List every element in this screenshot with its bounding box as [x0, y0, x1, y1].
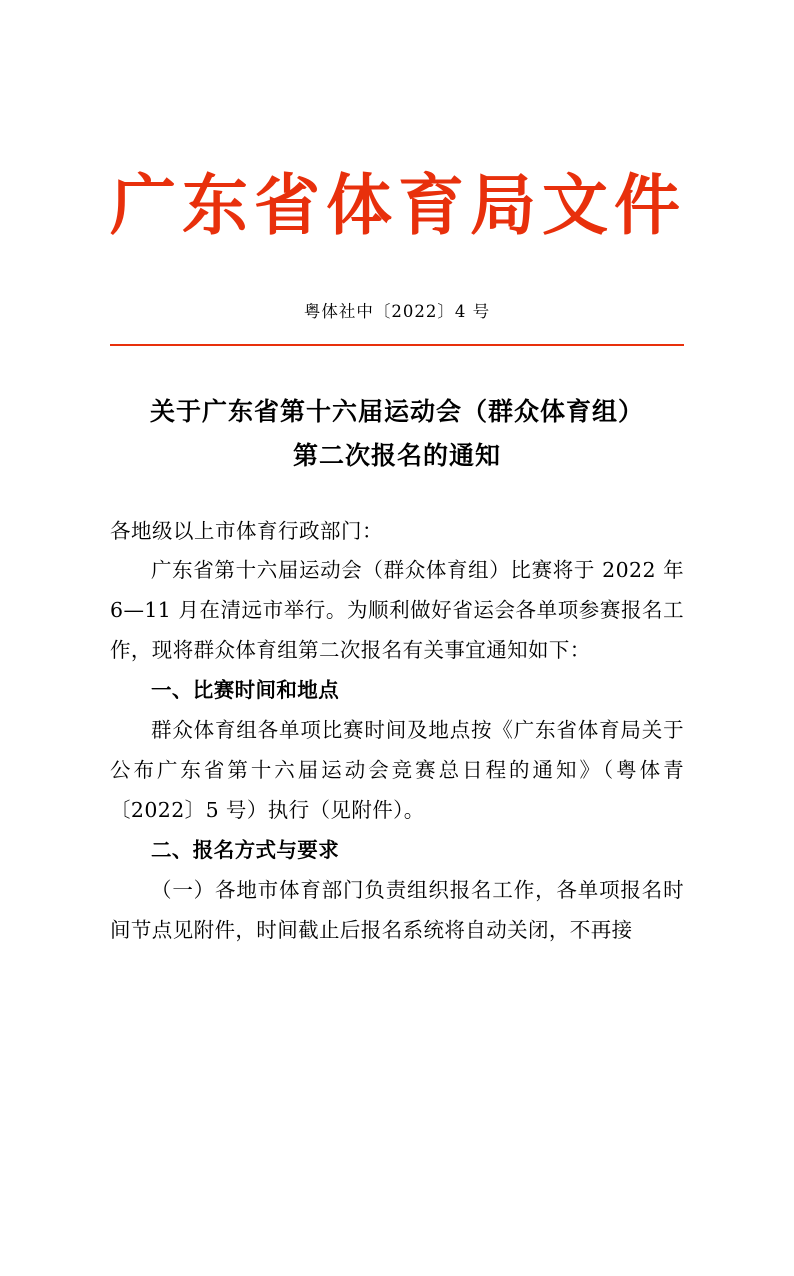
document-masthead: 广东省体育局文件: [110, 166, 686, 244]
document-title-line-2: 第二次报名的通知: [292, 441, 501, 471]
paragraph-schedule: 群众体育组各单项比赛时间及地点按《广东省体育局关于公布广东省第十六届运动会竞赛总日程的通知》（粤体青〔2022〕5 号）执行（见附件）。: [110, 717, 684, 822]
document-number: 粤体社中〔2022〕4 号: [303, 301, 491, 321]
document-page: [0, 168, 794, 1276]
red-divider-rule: [110, 344, 684, 347]
section-heading-1: 一、比赛时间和地点: [151, 677, 340, 702]
paragraph-intro: 广东省第十六届运动会（群众体育组）比赛将于 2022 年 6—11 月在清远市举行。为顺利做好省运会各单项参赛报名工作，现将群众体育组第二次报名有关事宜通知如下：: [110, 557, 684, 662]
document-salutation: 各地级以上市体育行政部门：: [110, 518, 383, 543]
paragraph-registration: （一）各地市体育部门负责组织报名工作，各单项报名时间节点见附件，时间截止后报名系统将自动关闭，不再接: [110, 877, 684, 942]
document-title: [110, 390, 684, 478]
section-heading-2: 二、报名方式与要求: [151, 837, 340, 862]
document-title-line-1: 关于广东省第十六届运动会（群众体育组）: [149, 397, 644, 427]
